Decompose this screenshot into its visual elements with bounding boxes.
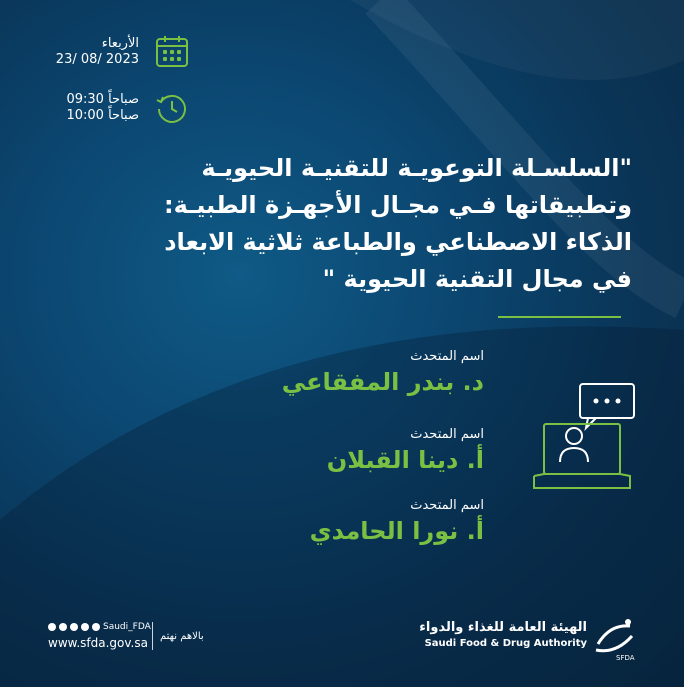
speaker-label: اسم المتحدث [410, 427, 484, 442]
speaker-name: أ. دينا القبلان [326, 446, 484, 474]
title-divider [498, 316, 621, 318]
instagram-icon[interactable] [59, 623, 67, 631]
sfda-logo-icon [590, 614, 638, 662]
speaker-3 [310, 497, 484, 547]
snapchat-icon[interactable] [81, 623, 89, 631]
title-line-3: الذكاء الاصطناعي والطباعة ثلاثية الابعاد [164, 228, 632, 256]
social-handle[interactable]: Saudi_FDA [103, 622, 151, 632]
event-time-start: 09:30 صباحاً [66, 92, 139, 107]
footer-contact [48, 621, 151, 651]
organization-name [392, 620, 587, 652]
event-title [152, 150, 632, 298]
title-line-4: في مجال التقنية الحيوية " [322, 265, 632, 293]
event-date: 23/ 08/ 2023 [55, 52, 139, 67]
speaker-label: اسم المتحدث [410, 349, 484, 364]
organization-name-en: Saudi Food & Drug Authority [424, 638, 587, 649]
date-block [44, 36, 139, 68]
title-line-1: "السلسـلة التوعويـة للتقنيـة الحيويـة [201, 154, 632, 182]
youtube-icon[interactable] [70, 623, 78, 631]
event-day: الأربعاء [101, 36, 139, 51]
calendar-icon [155, 34, 189, 68]
twitter-icon[interactable] [48, 623, 56, 631]
speaker-label: اسم المتحدث [410, 498, 484, 513]
event-time-end: 10:00 صباحاً [66, 108, 139, 123]
speaker-name: أ. نورا الحامدي [309, 517, 484, 545]
organization-name-ar: الهيئة العامة للغذاء والدواء [419, 620, 587, 635]
website-link[interactable]: www.sfda.gov.sa [48, 636, 148, 650]
clock-icon [155, 92, 189, 126]
title-line-2: وتطبيقاتها فـي مجـال الأجهـزة الطبيـة: [164, 191, 632, 219]
speaker-1 [282, 348, 484, 398]
slogan: بالاهم نهتم [160, 631, 204, 642]
linkedin-icon[interactable] [92, 623, 100, 631]
speaker-name: د. بندر المفقاعي [281, 368, 484, 396]
time-block [44, 92, 139, 124]
social-links[interactable] [48, 621, 151, 633]
speaker-2 [327, 426, 484, 476]
online-speaker-icon [530, 380, 640, 495]
footer-separator [152, 622, 153, 650]
logo-text: SFDA [616, 654, 635, 662]
